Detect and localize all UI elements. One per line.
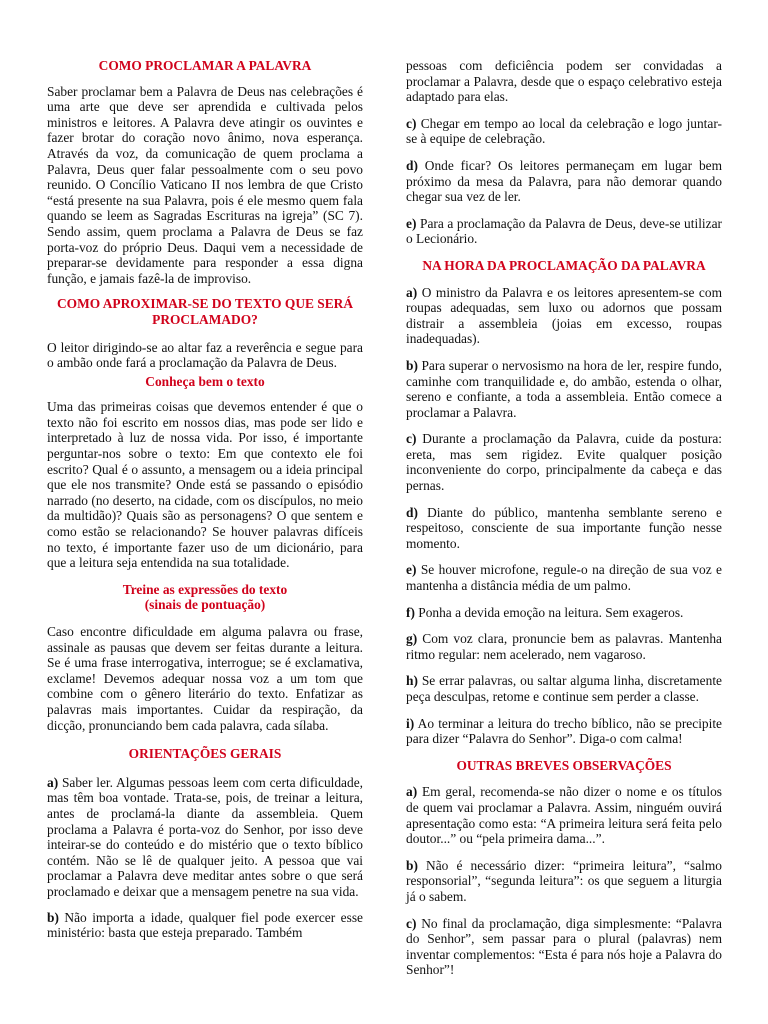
item-label: d) [406,157,418,173]
heading-aproximar-texto [47,296,363,327]
heading-hora-proclamacao: NA HORA DA PROCLAMAÇÃO DA PALAVRA [422,257,706,273]
item-label: a) [406,284,418,300]
item-text: Ao terminar a leitura do trecho bíblico, não se precipite para dizer “Palavra do Senhor”. Diga-o com calma! [406,715,722,747]
list-item-orientacao-c [406,116,722,147]
heading-como-proclamar: COMO PROCLAMAR A PALAVRA [98,58,312,73]
item-label: b) [406,357,418,373]
heading-orientacoes-gerais: ORIENTAÇÕES GERAIS [128,746,282,762]
item-text: Diante do público, mantenha semblante sereno e respeitoso, consciente de sua importante função nesse momento. [406,504,722,551]
paragraph-intro: Saber proclamar bem a Palavra de Deus nas celebrações é uma arte que deve ser aprendida e cultivada pelos ministros e leitores. A Palavra deve atingir os ouvintes e fazer brotar do coração novo ânimo, nova esperança. Através da voz, da comunicação de quem proclama a Palavra, Deus quer falar pessoalmente com o seu povo reunido. O Concílio Vaticano II nos lembra de que Cristo “está presente na sua Palavra, pois é ele mesmo quem fala quando se leem as Sagradas Escrituras na igreja” (SC 7). Sendo assim, quem proclama a Palavra de Deus se faz porta-voz do próprio Deus. Daqui vem a necessidade de preparar-se devidamente para responder a essa digna função, e jamais fazê-la de improviso. [47,83,363,286]
paragraph-leitor: O leitor dirigindo-se ao altar faz a reverência e segue para o ambão onde fará a proclamação da Palavra de Deus. [47,339,363,371]
heading-outras-observacoes: OUTRAS BREVES OBSERVAÇÕES [456,757,672,773]
list-item-hora-e [406,562,722,593]
heading-aproximar-line2: PROCLAMADO? [152,311,258,327]
item-text: Para superar o nervosismo na hora de ler, respire fundo, caminhe com tranquilidade e, do ambão, estenda o olhar, sereno e confiante, a toda a assembleia. Então comece a proclamar a Palavra. [406,357,722,420]
item-label: h) [406,673,418,689]
list-item-orientacao-b [47,910,363,941]
list-item-hora-g [406,631,722,662]
list-item-hora-b [406,358,722,420]
paragraph-treine: Caso encontre dificuldade em alguma palavra ou frase, assinale as pausas que devem ser feitas durante a leitura. Se é uma frase interrogativa, interrogue; se é exclamativa, exclame! Devemos adequar nossa voz a um tom que combine com o gênero literário do texto. Enfatizar as palavras mais importantes. Cuidar da respiração, da dicção, pronunciando bem cada palavra, cada sílaba. [47,624,363,733]
item-label: c) [406,115,417,131]
item-text: Com voz clara, pronuncie bem as palavras. Mantenha ritmo regular: nem acelerado, nem vagaroso. [406,631,722,662]
item-text: Se houver microfone, regule-o na direção de sua voz e mantenha a distância média de um palmo. [406,562,722,594]
item-label: c) [406,431,417,447]
list-item-hora-a [406,285,722,347]
list-item-hora-f [406,605,722,621]
item-label: d) [406,504,418,520]
item-label: b) [47,909,59,925]
list-item-hora-c [406,431,722,493]
item-label: e) [406,562,417,578]
item-text: Não é necessário dizer: “primeira leitura”, “salmo responsorial”, “segunda leitura”: os que seguem a liturgia já o sabem. [406,857,722,904]
list-item-hora-d [406,505,722,552]
item-label: c) [406,915,417,931]
item-text: Se errar palavras, ou saltar alguma linha, discretamente peça desculpas, retome e continue sem perder a classe. [406,673,722,704]
list-item-hora-h [406,673,722,704]
item-label: a) [406,784,418,800]
right-column [406,58,722,978]
item-label: a) [47,774,59,790]
item-text: Onde ficar? Os leitores permaneçam em lugar bem próximo da mesa da Palavra, para não demorar quando chegar sua vez de ler. [406,157,722,205]
item-text: Em geral, recomenda-se não dizer o nome e os títulos de quem vai proclamar a Palavra. Assim, ninguém ouvirá apresentação como esta: “A primeira leitura será feita pelo doutor...” ou “pela primeira dama...”. [406,784,722,847]
item-text: Chegar em tempo ao local da celebração e logo juntar-se à equipe de celebração. [406,115,722,147]
list-item-observacao-c [406,916,722,978]
paragraph-continuation: pessoas com deficiência podem ser convidadas a proclamar a Palavra, desde que o espaço celebrativo esteja adaptado para elas. [406,58,722,105]
heading-aproximar-line1: COMO APROXIMAR-SE DO TEXTO QUE SERÁ [57,296,353,312]
item-label: b) [406,857,418,873]
item-text: Ponha a devida emoção na leitura. Sem exageros. [414,604,684,620]
item-text: Não importa a idade, qualquer fiel pode exercer esse ministério: basta que esteja preparado. Também [47,909,363,941]
heading-treine-expressoes [47,582,363,613]
list-item-orientacao-e [406,216,722,247]
item-label: g) [406,631,418,647]
heading-treine-line1: Treine as expressões do texto [122,581,288,597]
item-text: Para a proclamação da Palavra de Deus, deve-se utilizar o Lecionário. [406,215,722,247]
left-column [47,58,363,941]
heading-conheca-texto: Conheça bem o texto [145,373,265,389]
list-item-orientacao-d [406,158,722,205]
list-item-hora-i [406,716,722,747]
item-text: O ministro da Palavra e os leitores apresentem-se com roupas adequadas, sem luxo ou adornos que possam distrair a assembleia (joias em excesso, roupas inadequadas). [406,284,722,347]
list-item-observacao-a [406,784,722,846]
item-text: Durante a proclamação da Palavra, cuide da postura: ereta, mas sem rigidez. Evite qualquer posição inconveniente do corpo, principalmente da cabeça e das pernas. [406,431,722,494]
item-label: f) [406,604,415,620]
item-label: i) [406,715,415,731]
list-item-observacao-b [406,858,722,905]
paragraph-conheca: Uma das primeiras coisas que devemos entender é que o texto não foi escrito em nossos dias, mas pode ser lido e interpretado à luz de nossa vida. Por isso, é importante perguntar-nos sobre o texto: Em que contexto ele foi escrito? Qual é o assunto, a mensagem ou a ideia principal que ele nos transmite? Onde está se passando o episódio narrado (no deserto, na cidade, com os discípulos, no meio da multidão)? Quais são as personagens? O que sentem e como estão se relacionando? Se houver palavras difíceis no texto, é importante fazer uso de um dicionário, para que a leitura seja entendida na sua totalidade. [47,399,363,571]
item-text: No final da proclamação, diga simplesmente: “Palavra do Senhor”, sem passar para o plural (palavras) nem inventar complementos: “Esta é para nós hoje a Palavra do Senhor”! [406,915,722,978]
item-text: Saber ler. Algumas pessoas leem com certa dificuldade, mas têm boa vontade. Trata-se, pois, de treinar a leitura, antes de proclamá-la diante da assembleia. Quem proclama a Palavra é porta-voz do Senhor, por isso deve inteirar-se do conteúdo e do mistério que o texto bíblico contém. Não se lê de qualquer jeito. A pessoa que vai proclamar a Palavra deve meditar antes sobre o que será proclamado e deixar que a mensagem penetre na sua vida. [47,774,363,899]
item-label: e) [406,215,417,231]
heading-treine-line2: (sinais de pontuação) [144,597,266,613]
list-item-orientacao-a [47,775,363,900]
